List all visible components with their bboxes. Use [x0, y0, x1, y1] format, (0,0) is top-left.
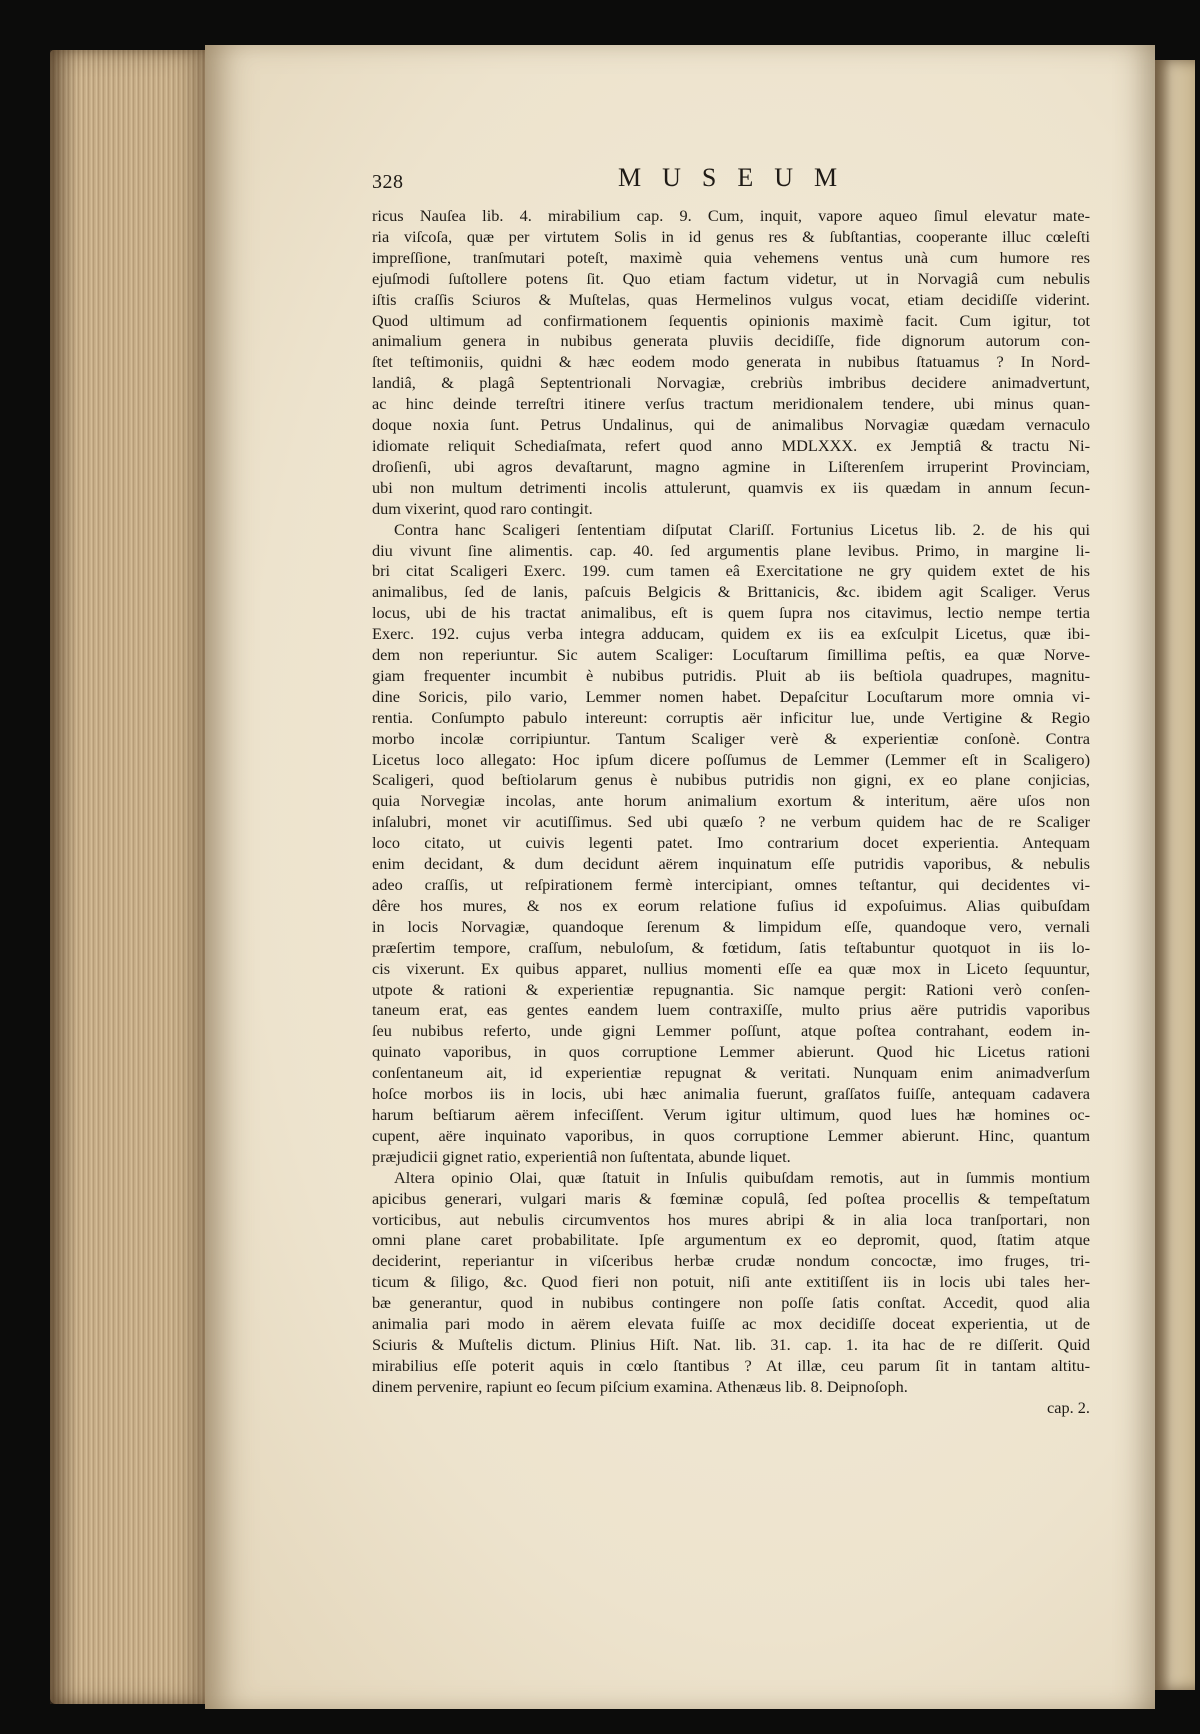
text-line: dinem pervenire, rapiunt eo ſecum piſcium examina. Athenæus lib. 8. Deipnoſoph.: [372, 1376, 908, 1396]
text-line: bri citat Scaligeri Exerc. 199. cum tamen eâ Exercitatione ne gry quidem extet de his: [372, 561, 1090, 581]
text-line: enim decidant, & dum decidunt aërem inquinatum eſſe putridis vaporibus, & nebulis: [372, 854, 1090, 874]
text-line: harum beſtiarum aërem infeciſſent. Verum igitur ultimum, quod lues hæ homines oc-: [372, 1104, 1090, 1124]
text-line: doque noxia ſunt. Petrus Undalinus, qui de animalibus Norvagiæ quædam vernaculo: [372, 415, 1090, 435]
catchword: cap. 2.: [1047, 1397, 1090, 1417]
text-line: cis vixerunt. Ex quibus apparet, nullius momenti eſſe ea quæ mox in Liceto ſequuntur,: [372, 958, 1090, 978]
text-line: Scaligeri, quod beſtiolarum genus è nubibus putridis non gigni, ex eo plane conjicias,: [372, 770, 1090, 790]
text-block-edges: [50, 50, 210, 1704]
text-line: ſeu nubibus referto, unde gigni Lemmer poſſunt, atque poſtea contrahant, eodem in-: [372, 1021, 1090, 1041]
text-line: landiâ, & plagâ Septentrionali Norvagiæ, crebriùs imbribus decidere animadvertunt,: [372, 373, 1090, 393]
text-line: inſalubri, monet vir acutiſſimus. Sed ubi quæſo ? ne verbum quidem hac de re Scaliger: [372, 812, 1090, 832]
text-line: iſtis craſſis Sciuros & Muſtelas, quas Hermelinos vulgus vocat, etiam decidiſſe viderint.: [372, 289, 1090, 309]
text-line: ſtet teſtimoniis, quidni & hæc eodem modo generata in nubibus ſtatuamus ? In Nord-: [372, 352, 1090, 372]
text-line: vorticibus, aut nebulis circumventos hos mures abripi & in alia loca tranſportari, non: [372, 1209, 1090, 1229]
page-number: 328: [372, 171, 404, 193]
text-line: deciderint, reperiantur in viſceribus herbæ crudæ nondum concoctæ, imo fruges, tri-: [372, 1251, 1090, 1271]
text-line: idiomate reliquit Schediaſmata, refert quod anno MDLXXX. ex Jemptiâ & tractu Ni-: [372, 435, 1090, 455]
body-text: [372, 206, 1090, 1398]
text-line: ria viſcoſa, quæ per virtutem Solis in id genus res & ſubſtantias, cooperante illuc cœleſti: [372, 226, 1090, 246]
text-line: cupent, aëre inquinato vaporibus, in quos corruptione Lemmer abierunt. Hinc, quantum: [372, 1125, 1090, 1145]
text-line: locus, ubi de his tractat animalibus, eſt is quem ſupra nos citavimus, lectio nempe tertia: [372, 603, 1090, 623]
text-line: bæ generantur, quod in nubibus contingere non poſſe ſatis conſtat. Accedit, quod alia: [372, 1293, 1090, 1313]
text-line: taneum erat, eas gentes eandem luem contraxiſſe, multo prius aëre putridis vaporibus: [372, 1000, 1090, 1020]
facing-page-edge: [1155, 60, 1195, 1690]
text-line: morbo incolæ corripiuntur. Tantum Scaliger verè & experientiæ conſonè. Contra: [372, 728, 1090, 748]
text-line: hoſce morbos iis in locis, ubi hæc animalia fuerunt, graſſatos fuiſſe, antequam cadavera: [372, 1084, 1090, 1104]
text-line: mirabilius eſſe poterit aquis in cœlo ſtantibus ? At illæ, ceu parum ſit in tantam altitu-: [372, 1355, 1090, 1375]
text-line: omni plane caret probabilitate. Ipſe argumentum ex eo depromit, quod, ſtatim atque: [372, 1230, 1090, 1250]
text-line: animalibus, ſed de lanis, paſcuis Belgicis & Brittanicis, &c. ibidem agit Scaliger. Verus: [372, 582, 1090, 602]
text-line: Altera opinio Olai, quæ ſtatuit in Inſulis quibuſdam remotis, aut in ſummis montium: [394, 1167, 1090, 1187]
text-line: loco citato, ut cuivis legenti patet. Imo contrarium docet experientia. Antequam: [372, 833, 1090, 853]
text-line: droſienſi, ubi agros devaſtarunt, magno agmine in Liſterenſem irruperint Provinciam,: [372, 456, 1090, 476]
text-line: animalium genera in nubibus generata pluviis decidiſſe, fide dignorum autorum con-: [372, 331, 1090, 351]
page-header: [372, 163, 1090, 206]
text-line: ubi non multum detrimenti incolis attulerunt, quamvis ex iis quædam in annum ſecun-: [372, 477, 1090, 497]
text-line: utpote & rationi & experientiæ repugnantia. Sic namque pergit: Rationi verò conſen-: [372, 979, 1090, 999]
text-line: dum vixerint, quod raro contingit.: [372, 498, 593, 518]
page-text: [372, 163, 1090, 1419]
text-line: giam frequenter incumbit è nubibus putridis. Pluit ab iis beſtiola quadrupes, magnitu-: [372, 665, 1090, 685]
text-line: præjudicii gignet ratio, experientiâ non ſuſtentata, abunde liquet.: [372, 1146, 791, 1166]
text-line: animalia pari modo in aërem elevata fuiſſe ac mox decidiſſe doceat experientia, ut de: [372, 1314, 1090, 1334]
spine-shadow: [50, 50, 78, 1704]
text-line: rentia. Conſumpto pabulo intereunt: corruptis aër inficitur lue, unde Vertigine & Regio: [372, 707, 1090, 727]
text-line: ejuſmodi ſuſtollere potens ſit. Quo etiam factum videtur, ut in Norvagiâ cum nebulis: [372, 268, 1090, 288]
text-line: diu vivunt ſine alimentis. cap. 40. ſed argumentis plane levibus. Primo, in margine li-: [372, 540, 1090, 560]
text-line: Licetus loco allegato: Hoc ipſum dicere poſſumus de Lemmer (Lemmer eſt in Scaligero): [372, 749, 1090, 769]
text-line: dêre hos mures, & nos ex eorum relatione fuſius id expoſuimus. Alias quibuſdam: [372, 895, 1090, 915]
text-line: Sciuris & Muſtelis dictum. Plinius Hiſt. Nat. lib. 31. cap. 1. ita hac de re diſſerit. Quid: [372, 1334, 1090, 1354]
text-line: Contra hanc Scaligeri ſententiam diſputat Clariſſ. Fortunius Licetus lib. 2. de his qui: [394, 519, 1090, 539]
text-line: conſentaneum ait, id experientiæ repugnat & veritati. Nunquam enim animadverſum: [372, 1063, 1090, 1083]
running-head: MUSEUM: [618, 163, 859, 192]
text-line: dem non reperiuntur. Sic autem Scaliger: Locuſtarum ſimillima peſtis, ea quæ Norve-: [372, 645, 1090, 665]
text-line: in locis Norvagiæ, quandoque ſerenum & limpidum eſſe, quandoque vero, vernali: [372, 916, 1090, 936]
text-line: apicibus generari, vulgari maris & fœminæ copulâ, ſed poſtea procellis & tempeſtatum: [372, 1188, 1090, 1208]
text-line: adeo craſſis, ut reſpirationem fermè intercipiant, omnes teſtantur, qui decidentes vi-: [372, 875, 1090, 894]
text-line: præſertim tempore, craſſum, nebuloſum, & fœtidum, ſatis teſtabuntur quotquot in iis lo-: [372, 937, 1090, 957]
text-line: Quod ultimum ad confirmationem ſequentis opinionis maximè facit. Cum igitur, tot: [372, 310, 1090, 330]
text-line: dine Soricis, pilo vario, Lemmer nomen habet. Depaſcitur Locuſtarum more omnia vi-: [372, 686, 1090, 706]
text-line: ticum & ſiligo, &c. Quod fieri non potuit, niſi ante extitiſſent iis in locis ubi tales her-: [372, 1272, 1090, 1292]
text-line: ac hinc deinde terreſtri itinere verſus tractum meridionalem tendere, ubi minus quan-: [372, 394, 1090, 414]
text-line: impreſſione, tranſmutari poteſt, maximè quia vehemens ventus unà cum humore res: [372, 247, 1090, 267]
text-line: ricus Nauſea lib. 4. mirabilium cap. 9. Cum, inquit, vapore aqueo ſimul elevatur mate-: [372, 206, 1090, 225]
text-line: quinato vaporibus, in quos corruptione Lemmer abierunt. Quod hic Licetus rationi: [372, 1042, 1090, 1062]
text-line: Exerc. 192. cujus verba integra adducam, quidem ex iis ea exſculpit Licetus, quæ ibi-: [372, 624, 1090, 644]
text-line: quia Norvegiæ incolas, ante horum animalium exortum & interitum, aëre uſos non: [372, 791, 1090, 811]
